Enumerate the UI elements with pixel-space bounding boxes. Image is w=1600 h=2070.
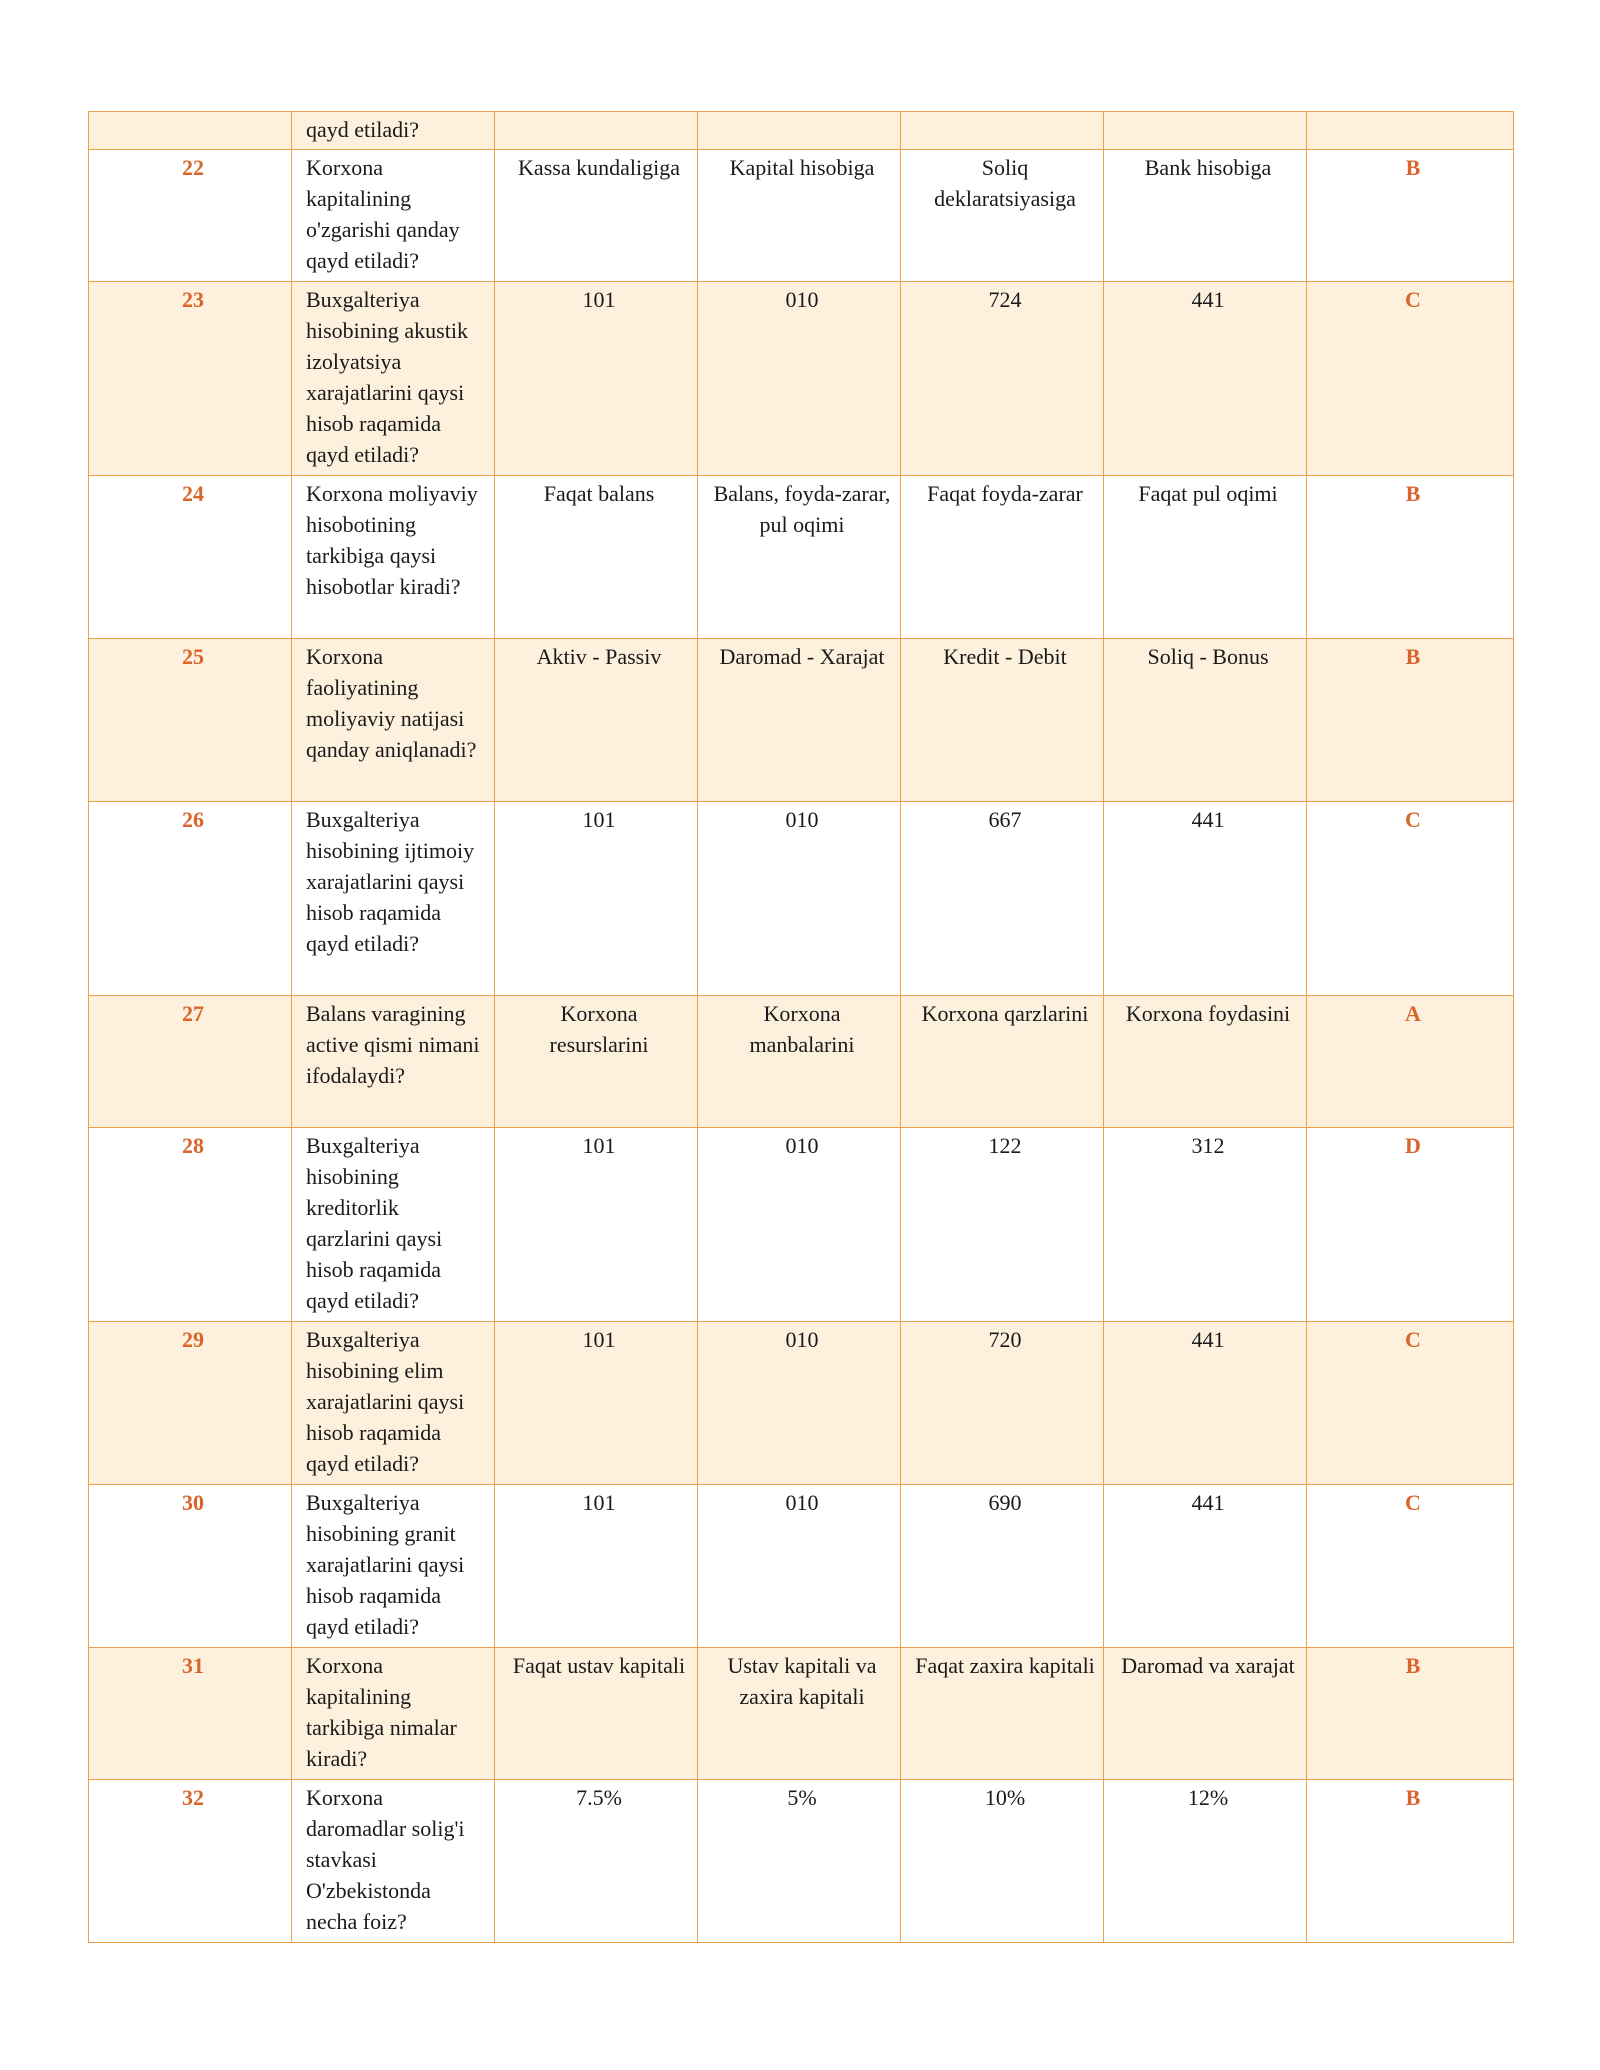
correct-answer: C <box>1307 282 1514 476</box>
question-number: 24 <box>89 476 292 639</box>
option-c: Kredit - Debit <box>901 639 1104 802</box>
option-c: 667 <box>901 802 1104 996</box>
question-text: Buxgalteriya hisobining elim xarajatlarini qaysi hisob raqamida qayd etiladi? <box>292 1322 495 1485</box>
option-c <box>901 112 1104 150</box>
question-text: Korxona faoliyatining moliyaviy natijasi qanday aniqlanadi? <box>292 639 495 802</box>
option-d: Faqat pul oqimi <box>1104 476 1307 639</box>
correct-answer: B <box>1307 150 1514 282</box>
option-c: Faqat foyda-zarar <box>901 476 1104 639</box>
question-text: Korxona daromadlar solig'i stavkasi O'zbekistonda necha foiz? <box>292 1780 495 1943</box>
option-d <box>1104 112 1307 150</box>
option-d: 441 <box>1104 802 1307 996</box>
question-number: 27 <box>89 996 292 1128</box>
table-row <box>89 476 1514 639</box>
option-d: Korxona foydasini <box>1104 996 1307 1128</box>
option-d: 441 <box>1104 1485 1307 1648</box>
option-a: 101 <box>495 1322 698 1485</box>
option-b: 010 <box>698 802 901 996</box>
question-number: 23 <box>89 282 292 476</box>
correct-answer: B <box>1307 476 1514 639</box>
question-number: 22 <box>89 150 292 282</box>
table-row <box>89 1780 1514 1943</box>
question-text: Buxgalteriya hisobining granit xarajatlarini qaysi hisob raqamida qayd etiladi? <box>292 1485 495 1648</box>
table-row <box>89 802 1514 996</box>
table-row <box>89 996 1514 1128</box>
option-a <box>495 112 698 150</box>
option-a: Faqat balans <box>495 476 698 639</box>
option-b: Balans, foyda-zarar, pul oqimi <box>698 476 901 639</box>
question-text: Buxgalteriya hisobining ijtimoiy xarajatlarini qaysi hisob raqamida qayd etiladi? <box>292 802 495 996</box>
option-b: 5% <box>698 1780 901 1943</box>
table-row <box>89 150 1514 282</box>
question-number: 28 <box>89 1128 292 1322</box>
correct-answer: C <box>1307 1485 1514 1648</box>
question-number: 31 <box>89 1648 292 1780</box>
option-d: 312 <box>1104 1128 1307 1322</box>
option-d: 441 <box>1104 1322 1307 1485</box>
question-text: Korxona kapitalining tarkibiga nimalar kiradi? <box>292 1648 495 1780</box>
correct-answer: D <box>1307 1128 1514 1322</box>
question-number: 26 <box>89 802 292 996</box>
question-number: 32 <box>89 1780 292 1943</box>
question-number: 30 <box>89 1485 292 1648</box>
correct-answer: C <box>1307 1322 1514 1485</box>
option-c: Soliq deklaratsiyasiga <box>901 150 1104 282</box>
question-text: Korxona kapitalining o'zgarishi qanday qayd etiladi? <box>292 150 495 282</box>
option-c: 720 <box>901 1322 1104 1485</box>
question-text: Buxgalteriya hisobining akustik izolyatsiya xarajatlarini qaysi hisob raqamida qayd etiladi? <box>292 282 495 476</box>
question-number: 25 <box>89 639 292 802</box>
correct-answer: B <box>1307 1648 1514 1780</box>
table-row <box>89 639 1514 802</box>
table-row <box>89 1648 1514 1780</box>
option-b: 010 <box>698 1485 901 1648</box>
option-d: Soliq - Bonus <box>1104 639 1307 802</box>
option-d: 12% <box>1104 1780 1307 1943</box>
question-number <box>89 112 292 150</box>
correct-answer <box>1307 112 1514 150</box>
option-c: Faqat zaxira kapitali <box>901 1648 1104 1780</box>
option-a: 101 <box>495 1128 698 1322</box>
option-b: 010 <box>698 282 901 476</box>
question-text: Korxona moliyaviy hisobotining tarkibiga qaysi hisobotlar kiradi? <box>292 476 495 639</box>
quiz-table <box>88 111 1514 1943</box>
correct-answer: A <box>1307 996 1514 1128</box>
option-b: 010 <box>698 1322 901 1485</box>
table-row <box>89 1485 1514 1648</box>
question-text: Balans varagining active qismi nimani ifodalaydi? <box>292 996 495 1128</box>
table-row <box>89 112 1514 150</box>
option-b: Korxona manbalarini <box>698 996 901 1128</box>
option-a: 7.5% <box>495 1780 698 1943</box>
option-b: Kapital hisobiga <box>698 150 901 282</box>
option-c: 122 <box>901 1128 1104 1322</box>
option-a: Faqat ustav kapitali <box>495 1648 698 1780</box>
correct-answer: B <box>1307 1780 1514 1943</box>
table-row <box>89 1128 1514 1322</box>
option-c: 10% <box>901 1780 1104 1943</box>
correct-answer: C <box>1307 802 1514 996</box>
table-row <box>89 1322 1514 1485</box>
option-a: Korxona resurslarini <box>495 996 698 1128</box>
option-b: Daromad - Xarajat <box>698 639 901 802</box>
option-d: 441 <box>1104 282 1307 476</box>
option-a: Kassa kundaligiga <box>495 150 698 282</box>
option-c: 724 <box>901 282 1104 476</box>
option-a: 101 <box>495 1485 698 1648</box>
option-a: 101 <box>495 282 698 476</box>
question-text: Buxgalteriya hisobining kreditorlik qarzlarini qaysi hisob raqamida qayd etiladi? <box>292 1128 495 1322</box>
option-a: 101 <box>495 802 698 996</box>
question-text: qayd etiladi? <box>292 112 495 150</box>
table-row <box>89 282 1514 476</box>
option-c: Korxona qarzlarini <box>901 996 1104 1128</box>
option-c: 690 <box>901 1485 1104 1648</box>
option-b: 010 <box>698 1128 901 1322</box>
correct-answer: B <box>1307 639 1514 802</box>
option-a: Aktiv - Passiv <box>495 639 698 802</box>
option-d: Daromad va xarajat <box>1104 1648 1307 1780</box>
option-b <box>698 112 901 150</box>
option-b: Ustav kapitali va zaxira kapitali <box>698 1648 901 1780</box>
option-d: Bank hisobiga <box>1104 150 1307 282</box>
question-number: 29 <box>89 1322 292 1485</box>
